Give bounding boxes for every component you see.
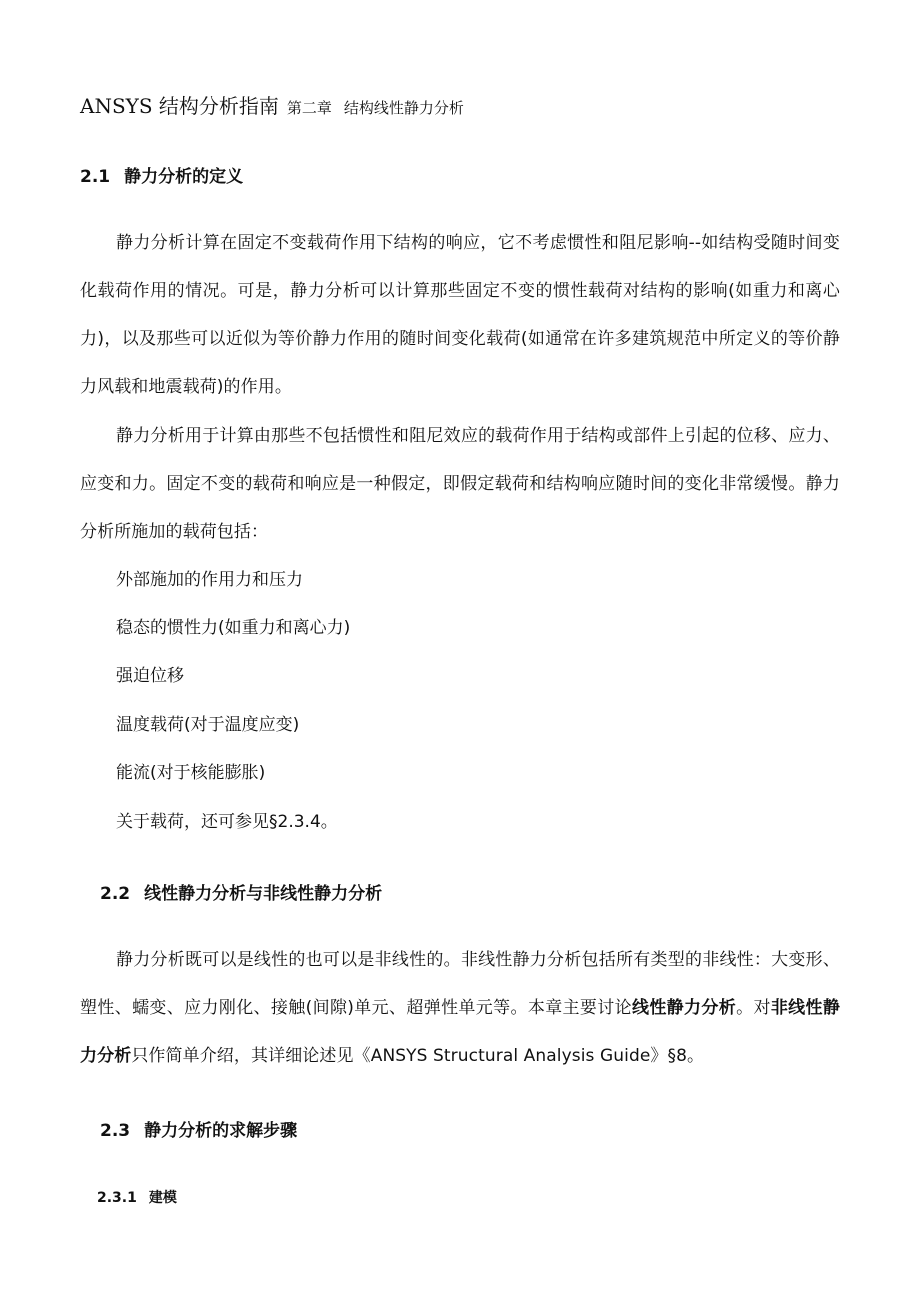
paragraph-linear-nonlinear: 静力分析既可以是线性的也可以是非线性的。非线性静力分析包括所有类型的非线性：大变形、塑性、蠕变、应力刚化、接触(间隙)单元、超弹性单元等。本章主要讨论线性静力分析。对非线性静力分析只作简单介绍，其详细论述见《ANSYS Structural Analysis Guide》§8。 <box>80 950 840 1066</box>
section-number: 2.3 <box>100 1121 131 1141</box>
chapter-title: 结构线性静力分析 <box>343 99 464 117</box>
emphasis-nonlinear-static: 非线性静力分析 <box>80 998 840 1066</box>
section-heading-2-2 <box>100 879 382 904</box>
chapter-label <box>287 99 464 117</box>
list-item: 稳态的惯性力(如重力和离心力) <box>116 618 351 638</box>
document-title: ANSYS 结构分析指南 <box>80 94 279 118</box>
section-heading-2-3-1 <box>97 1187 177 1207</box>
section-heading-2-1 <box>80 162 243 187</box>
section-title: 建模 <box>148 1190 177 1206</box>
section-heading-2-3 <box>100 1116 297 1141</box>
section-number: 2.2 <box>100 884 131 904</box>
section-title: 线性静力分析与非线性静力分析 <box>144 884 383 904</box>
section-title: 静力分析的求解步骤 <box>144 1121 298 1141</box>
list-item: 关于载荷，还可参见§2.3.4。 <box>116 812 338 832</box>
list-item: 温度载荷(对于温度应变) <box>116 715 300 735</box>
section-title: 静力分析的定义 <box>124 167 244 187</box>
section-number: 2.1 <box>80 167 111 187</box>
section-number: 2.3.1 <box>97 1190 137 1206</box>
paragraph-static-definition: 静力分析计算在固定不变载荷作用下结构的响应，它不考虑惯性和阻尼影响--如结构受随时间变化载荷作用的情况。可是，静力分析可以计算那些固定不变的惯性载荷对结构的影响(如重力和离心力)，以及那些可以近似为等价静力作用的随时间变化载荷(如通常在许多建筑规范中所定义的等价静力风载和地震载荷)的作用。 <box>80 233 840 397</box>
list-item: 能流(对于核能膨胀) <box>116 763 266 783</box>
list-item: 外部施加的作用力和压力 <box>116 570 303 590</box>
document-header <box>80 90 464 119</box>
emphasis-linear-static: 线性静力分析 <box>631 998 737 1018</box>
list-item: 强迫位移 <box>116 666 184 686</box>
chapter-number: 第二章 <box>286 99 332 117</box>
paragraph-static-purpose: 静力分析用于计算由那些不包括惯性和阻尼效应的载荷作用于结构或部件上引起的位移、应力、应变和力。固定不变的载荷和响应是一种假定，即假定载荷和结构响应随时间的变化非常缓慢。静力分析所施加的载荷包括： <box>80 426 840 542</box>
